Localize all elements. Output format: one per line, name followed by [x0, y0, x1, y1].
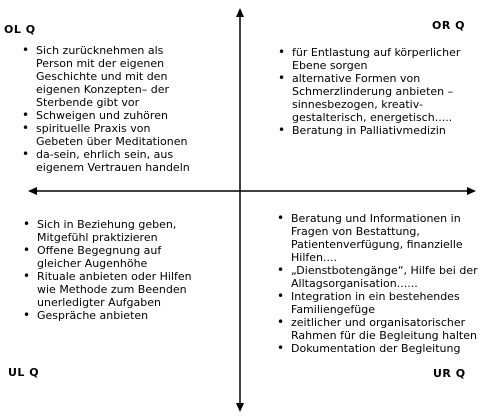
quadrant-ur-item: • „Dienstbotengänge“, Hilfe bei der Alltagsorganisation...... [277, 264, 487, 290]
corner-label-or: OR Q [432, 19, 466, 32]
quadrant-or-item: • Beratung in Palliativmedizin [278, 124, 478, 137]
quadrant-ur-item: • zeitlicher und organisatorischer Rahmen für die Begleitung halten [277, 316, 487, 342]
quadrant-ol-item: • Schweigen und zuhören [22, 109, 200, 122]
quadrant-ol-list [22, 44, 200, 174]
quadrant-ul-item: • Offene Begegnung auf gleicher Augenhöhe [23, 244, 208, 270]
corner-label-ul: UL Q [8, 366, 40, 379]
quadrant-ol-item: • spirituelle Praxis von Gebeten über Meditationen [22, 122, 200, 148]
quadrant-ul-item: • Sich in Beziehung geben, Mitgefühl praktizieren [23, 218, 208, 244]
right-arrowhead [467, 187, 476, 195]
quadrant-ul-item: • Rituale anbieten oder Hilfen wie Methode zum Beenden unerledigter Aufgaben [23, 270, 208, 309]
quadrant-ul-item: • Gespräche anbieten [23, 309, 208, 322]
quadrant-or-item: • alternative Formen von Schmerzlinderung anbieten – sinnesbezogen, kreativ-gestalterisch, energetisch..... [278, 72, 478, 124]
quadrant-ur-list [277, 212, 487, 355]
left-arrowhead [28, 187, 37, 195]
corner-label-ur: UR Q [433, 367, 466, 380]
quadrant-ol-item: • Sich zurücknehmen als Person mit der eigenen Geschichte und mit den eigenen Konzepten– der Sterbende gibt vor [22, 44, 200, 109]
corner-label-ol: OL Q [4, 23, 36, 36]
quadrant-ol-item: • da-sein, ehrlich sein, aus eigenem Vertrauen handeln [22, 148, 200, 174]
quadrant-ul-list [23, 218, 208, 322]
quadrant-or-list [278, 46, 478, 137]
quadrant-or-item: • für Entlastung auf körperlicher Ebene sorgen [278, 46, 478, 72]
quadrant-ur-item: • Dokumentation der Begleitung [277, 342, 487, 355]
top-arrowhead [236, 8, 244, 17]
quadrant-ur-item: • Beratung und Informationen in Fragen von Bestattung, Patientenverfügung, finanzielle Hilfen.... [277, 212, 487, 264]
quadrant-ur-item: • Integration in ein bestehendes Familiengefüge [277, 290, 487, 316]
bottom-arrowhead [236, 403, 244, 412]
